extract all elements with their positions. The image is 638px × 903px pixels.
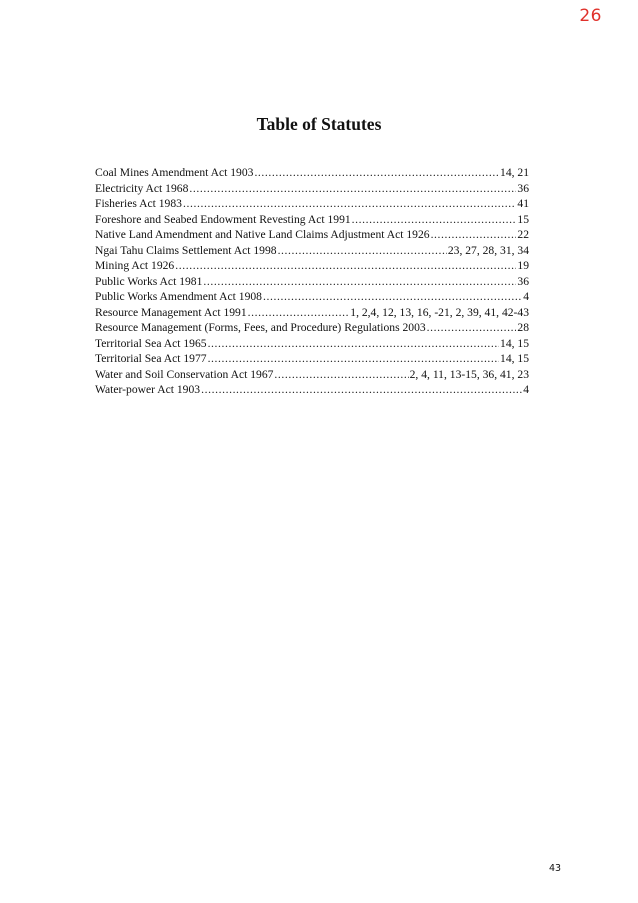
dot-leader [278,243,447,259]
statute-row [95,382,529,398]
statute-name: Fisheries Act 1983 [95,197,182,210]
statute-row [95,320,529,336]
dot-leader [175,258,516,274]
dot-leader [203,274,516,290]
statute-pages: 28 [517,321,529,334]
dot-leader [189,181,516,197]
statute-pages: 41 [517,197,529,210]
statutes-list [95,165,529,398]
statute-name: Coal Mines Amendment Act 1903 [95,166,254,179]
statute-row [95,243,529,259]
dot-leader [248,305,350,321]
statute-row [95,165,529,181]
statute-row [95,274,529,290]
statute-row [95,367,529,383]
statute-name: Resource Management (Forms, Fees, and Procedure) Regulations 2003 [95,321,426,334]
dot-leader [352,212,517,228]
statute-name: Mining Act 1926 [95,259,175,272]
statute-pages: 14, 15 [500,352,529,365]
statute-row [95,181,529,197]
dot-leader [263,289,522,305]
dot-leader [208,351,499,367]
statute-pages: 4 [523,383,529,396]
statute-pages: 14, 21 [500,166,529,179]
statute-row [95,305,529,321]
corner-page-number: 26 [579,6,602,26]
statute-name: Water-power Act 1903 [95,383,201,396]
statute-name: Public Works Act 1981 [95,274,203,288]
dot-leader [274,367,408,383]
statute-name: Electricity Act 1968 [95,181,189,195]
footer-page-number: 43 [549,863,562,874]
statute-name: Public Works Amendment Act 1908 [95,290,262,303]
dot-leader [201,382,522,398]
statute-name: Foreshore and Seabed Endowment Revesting Act 1991 [95,212,351,226]
statute-pages: 36 [517,274,529,288]
dot-leader [183,196,516,212]
statute-row [95,336,529,352]
statute-name: Native Land Amendment and Native Land Claims Adjustment Act 1926 [95,228,430,241]
statute-row [95,289,529,305]
statute-pages: 15 [517,212,529,226]
page-title: Table of Statutes [256,114,382,134]
dot-leader [427,320,517,336]
statute-pages: 1, 2,4, 12, 13, 16, -21, 2, 39, 41, 42-43 [350,305,529,319]
statute-pages: 23, 27, 28, 31, 34 [447,243,529,257]
dot-leader [254,165,499,181]
statute-pages: 4 [523,290,529,303]
statute-row [95,196,529,212]
statute-row [95,227,529,243]
statute-pages: 2, 4, 11, 13-15, 36, 41, 23 [409,367,529,381]
statute-row [95,351,529,367]
statute-pages: 22 [517,228,529,241]
statute-name: Territorial Sea Act 1965 [95,336,207,350]
dot-leader [208,336,499,352]
statute-pages: 14, 15 [500,336,529,350]
statute-name: Water and Soil Conservation Act 1967 [95,367,274,381]
statute-row [95,258,529,274]
statute-pages: 36 [517,181,529,195]
statute-pages: 19 [517,259,529,272]
statute-row [95,212,529,228]
statute-name: Territorial Sea Act 1977 [95,352,207,365]
statute-name: Resource Management Act 1991 [95,305,247,319]
dot-leader [431,227,517,243]
statute-name: Ngai Tahu Claims Settlement Act 1998 [95,243,277,257]
